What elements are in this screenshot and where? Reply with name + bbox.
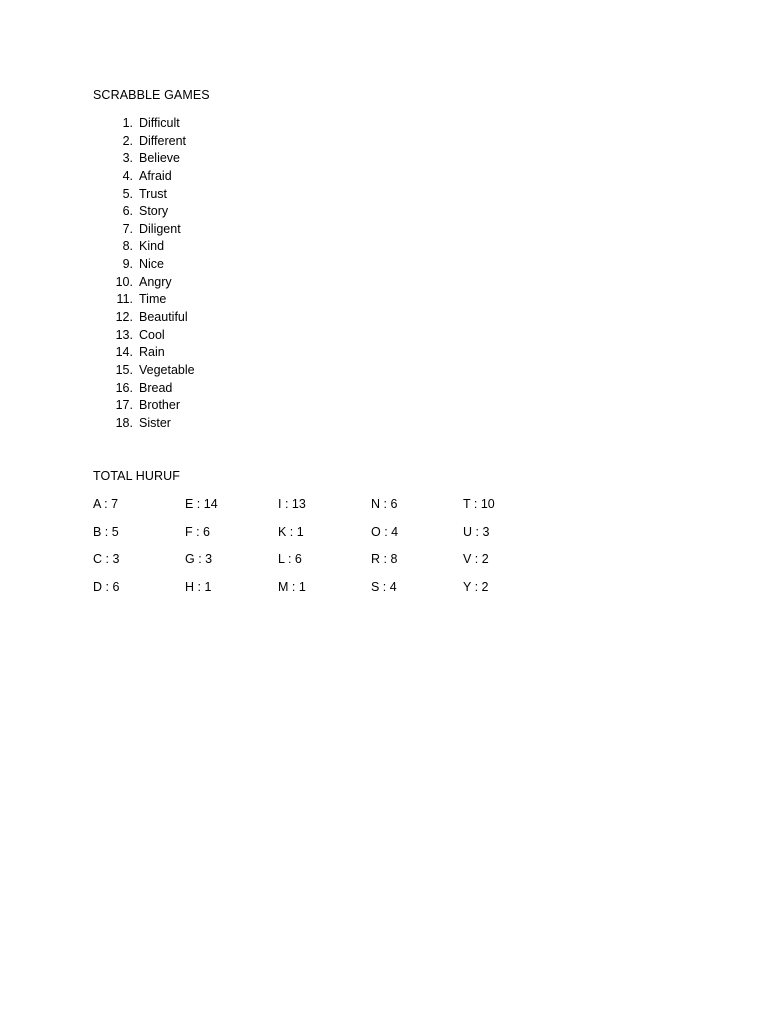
item-word: Rain — [139, 345, 165, 360]
item-number: 1. — [122, 116, 133, 130]
letter-count: S : 4 — [371, 579, 397, 594]
item-number: 7. — [122, 221, 133, 236]
item-word: Sister — [139, 415, 171, 430]
item-number: 11. — [116, 292, 133, 307]
item-number: 18. — [115, 415, 133, 430]
item-word: Story — [139, 204, 169, 219]
item-number: 4. — [122, 168, 133, 183]
count-row — [93, 496, 553, 524]
count-row — [93, 524, 553, 552]
item-word: Brother — [139, 398, 180, 413]
item-word: Afraid — [139, 168, 172, 183]
item-word: Difficult — [139, 116, 180, 130]
letter-count: B : 5 — [93, 524, 119, 539]
item-word: Vegetable — [139, 362, 195, 377]
letter-count: T : 10 — [463, 497, 495, 511]
item-number: 9. — [122, 257, 133, 272]
letter-count: D : 6 — [93, 579, 120, 594]
item-number: 14. — [115, 345, 133, 360]
item-word: Believe — [139, 151, 180, 166]
letter-count: E : 14 — [185, 497, 218, 511]
letter-count: U : 3 — [463, 524, 490, 539]
item-number: 5. — [122, 186, 133, 201]
count-row — [93, 551, 553, 579]
item-number: 13. — [115, 327, 133, 342]
letter-count: C : 3 — [93, 552, 120, 566]
item-word: Different — [139, 133, 187, 148]
item-word: Nice — [139, 257, 165, 272]
item-word: Time — [139, 292, 167, 307]
item-number: 16. — [115, 380, 133, 395]
section-title-total-huruf: TOTAL HURUF — [93, 469, 180, 483]
count-row — [93, 579, 553, 607]
item-word: Cool — [139, 327, 165, 342]
item-number: 6. — [122, 204, 133, 219]
item-number: 8. — [122, 239, 133, 254]
letter-count: A : 7 — [93, 497, 119, 511]
letter-count: H : 1 — [185, 579, 212, 594]
letter-count: L : 6 — [278, 552, 302, 566]
letter-count-grid — [93, 496, 553, 606]
letter-count: N : 6 — [371, 497, 398, 511]
item-word: Diligent — [139, 221, 181, 236]
item-number: 15. — [115, 362, 133, 377]
page-title: SCRABBLE GAMES — [93, 88, 210, 102]
item-number: 17. — [115, 398, 133, 413]
item-word: Beautiful — [139, 310, 188, 325]
letter-count: G : 3 — [185, 552, 213, 566]
letter-count: O : 4 — [371, 524, 399, 539]
item-number: 2. — [122, 133, 133, 148]
letter-count: M : 1 — [278, 579, 306, 594]
letter-count: I : 13 — [278, 497, 306, 511]
item-number: 12. — [115, 310, 133, 325]
letter-count: Y : 2 — [463, 579, 489, 594]
item-word: Bread — [139, 380, 173, 395]
item-word: Kind — [139, 239, 165, 254]
letter-count: R : 8 — [371, 552, 398, 566]
item-number: 3. — [122, 151, 133, 166]
letter-count: V : 2 — [463, 552, 489, 566]
item-word: Trust — [139, 186, 168, 201]
letter-count: F : 6 — [185, 524, 211, 539]
letter-count: K : 1 — [278, 524, 304, 539]
item-number: 10. — [115, 274, 133, 289]
item-word: Angry — [139, 274, 172, 289]
